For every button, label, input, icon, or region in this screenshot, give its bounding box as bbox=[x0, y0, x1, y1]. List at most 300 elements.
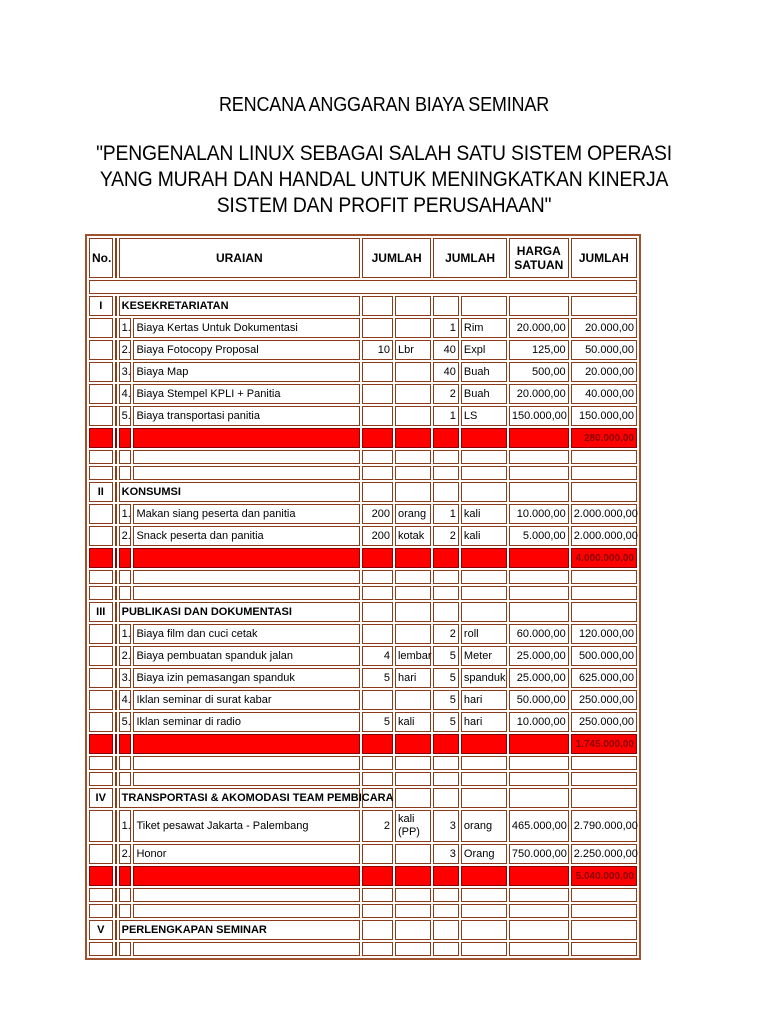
item-number: 1. bbox=[119, 318, 132, 338]
table-row bbox=[89, 668, 637, 688]
empty-cell bbox=[89, 888, 113, 902]
empty-cell bbox=[89, 844, 113, 864]
empty-cell bbox=[89, 734, 113, 754]
unit-2: hari bbox=[461, 712, 507, 732]
quantity-1 bbox=[362, 384, 393, 404]
header-jumlah-2: JUMLAH bbox=[433, 238, 507, 278]
document-subtitle bbox=[38, 140, 729, 218]
quantity-2: 2 bbox=[433, 624, 459, 644]
empty-cell bbox=[509, 296, 569, 316]
empty-cell bbox=[362, 466, 393, 480]
unit-1: lembar bbox=[395, 646, 431, 666]
table-row bbox=[89, 406, 637, 426]
empty-cell bbox=[115, 406, 117, 426]
empty-cell bbox=[133, 450, 360, 464]
empty-cell bbox=[433, 788, 459, 808]
quantity-1 bbox=[362, 690, 393, 710]
empty-cell bbox=[115, 772, 117, 786]
empty-cell bbox=[119, 586, 132, 600]
empty-cell bbox=[115, 586, 117, 600]
table-row bbox=[89, 712, 637, 732]
empty-cell bbox=[433, 888, 459, 902]
empty-cell bbox=[115, 570, 117, 584]
unit-price: 10.000,00 bbox=[509, 712, 569, 732]
empty-cell bbox=[571, 482, 637, 502]
empty-cell bbox=[571, 450, 637, 464]
item-description: Iklan seminar di radio bbox=[133, 712, 360, 732]
empty-cell bbox=[461, 756, 507, 770]
empty-cell bbox=[89, 866, 113, 886]
header-harga-satuan: HARGA SATUAN bbox=[509, 238, 569, 278]
empty-cell bbox=[509, 788, 569, 808]
empty-cell bbox=[433, 756, 459, 770]
line-total: 2.790.000,00 bbox=[571, 810, 637, 842]
quantity-2: 1 bbox=[433, 504, 459, 524]
empty-cell bbox=[133, 428, 360, 448]
quantity-1: 4 bbox=[362, 646, 393, 666]
item-number: 5. bbox=[119, 712, 132, 732]
quantity-2: 2 bbox=[433, 384, 459, 404]
empty-cell bbox=[89, 384, 113, 404]
item-description: Biaya Stempel KPLI + Panitia bbox=[133, 384, 360, 404]
empty-cell bbox=[395, 466, 431, 480]
table-row bbox=[89, 362, 637, 382]
empty-cell bbox=[133, 586, 360, 600]
empty-cell bbox=[509, 570, 569, 584]
item-number: 1. bbox=[119, 810, 132, 842]
section-row bbox=[89, 602, 637, 622]
header-jumlah-3: JUMLAH bbox=[571, 238, 637, 278]
empty-cell bbox=[571, 920, 637, 940]
empty-cell bbox=[115, 428, 117, 448]
quantity-1 bbox=[362, 844, 393, 864]
item-number: 4. bbox=[119, 690, 132, 710]
table-row bbox=[89, 690, 637, 710]
spacer-row bbox=[89, 904, 637, 918]
spacer-row bbox=[89, 450, 637, 464]
empty-cell bbox=[119, 734, 132, 754]
empty-cell bbox=[395, 428, 431, 448]
empty-cell bbox=[362, 548, 393, 568]
item-description: Biaya film dan cuci cetak bbox=[133, 624, 360, 644]
line-total: 20.000,00 bbox=[571, 362, 637, 382]
empty-cell bbox=[133, 904, 360, 918]
header-cell bbox=[115, 238, 117, 278]
empty-cell bbox=[433, 570, 459, 584]
line-total: 120.000,00 bbox=[571, 624, 637, 644]
empty-cell bbox=[395, 772, 431, 786]
quantity-1: 200 bbox=[362, 526, 393, 546]
subtotal-row bbox=[89, 734, 637, 754]
section-number: III bbox=[89, 602, 113, 622]
empty-cell bbox=[89, 428, 113, 448]
empty-cell bbox=[461, 772, 507, 786]
empty-cell bbox=[115, 548, 117, 568]
empty-cell bbox=[362, 296, 393, 316]
item-number: 1. bbox=[119, 624, 132, 644]
empty-cell bbox=[115, 788, 117, 808]
empty-cell bbox=[362, 428, 393, 448]
document-title: RENCANA ANGGARAN BIAYA SEMINAR bbox=[218, 94, 550, 116]
empty-cell bbox=[115, 734, 117, 754]
unit-2: LS bbox=[461, 406, 507, 426]
empty-cell bbox=[461, 296, 507, 316]
table-row bbox=[89, 646, 637, 666]
empty-cell bbox=[115, 602, 117, 622]
empty-cell bbox=[461, 942, 507, 956]
empty-cell bbox=[89, 406, 113, 426]
header-jumlah-1: JUMLAH bbox=[362, 238, 431, 278]
empty-cell bbox=[133, 466, 360, 480]
quantity-1: 200 bbox=[362, 504, 393, 524]
empty-cell bbox=[115, 668, 117, 688]
subtitle-line: SISTEM DAN PROFIT PERUSAHAAN" bbox=[216, 193, 552, 217]
empty-cell bbox=[509, 772, 569, 786]
empty-cell bbox=[115, 810, 117, 842]
empty-cell bbox=[433, 866, 459, 886]
empty-cell bbox=[89, 504, 113, 524]
table-row bbox=[89, 810, 637, 842]
empty-cell bbox=[89, 712, 113, 732]
empty-cell bbox=[115, 450, 117, 464]
quantity-1: 5 bbox=[362, 712, 393, 732]
empty-cell bbox=[433, 942, 459, 956]
unit-price: 465.000,00 bbox=[509, 810, 569, 842]
empty-cell bbox=[395, 888, 431, 902]
empty-cell bbox=[461, 450, 507, 464]
empty-cell bbox=[571, 788, 637, 808]
empty-cell bbox=[395, 602, 431, 622]
empty-cell bbox=[433, 450, 459, 464]
empty-cell bbox=[509, 450, 569, 464]
item-description: Biaya Kertas Untuk Dokumentasi bbox=[133, 318, 360, 338]
unit-2: Buah bbox=[461, 362, 507, 382]
unit-1 bbox=[395, 844, 431, 864]
quantity-2: 5 bbox=[433, 712, 459, 732]
unit-1 bbox=[395, 318, 431, 338]
table-body bbox=[89, 280, 637, 956]
empty-cell bbox=[509, 586, 569, 600]
unit-2: roll bbox=[461, 624, 507, 644]
empty-cell bbox=[89, 280, 637, 294]
line-total: 625.000,00 bbox=[571, 668, 637, 688]
empty-cell bbox=[119, 428, 132, 448]
section-row bbox=[89, 482, 637, 502]
unit-1: kali bbox=[395, 712, 431, 732]
header-row bbox=[89, 238, 637, 278]
section-subtotal: 4.000.000,00 bbox=[571, 548, 637, 568]
table-row bbox=[89, 384, 637, 404]
empty-cell bbox=[89, 586, 113, 600]
empty-cell bbox=[461, 586, 507, 600]
empty-cell bbox=[115, 362, 117, 382]
unit-2: Rim bbox=[461, 318, 507, 338]
unit-price: 50.000,00 bbox=[509, 690, 569, 710]
line-total: 250.000,00 bbox=[571, 690, 637, 710]
table-row bbox=[89, 318, 637, 338]
unit-price: 60.000,00 bbox=[509, 624, 569, 644]
unit-price: 5.000,00 bbox=[509, 526, 569, 546]
empty-cell bbox=[119, 548, 132, 568]
empty-cell bbox=[133, 772, 360, 786]
empty-cell bbox=[433, 772, 459, 786]
section-row bbox=[89, 296, 637, 316]
empty-cell bbox=[89, 668, 113, 688]
empty-cell bbox=[115, 482, 117, 502]
quantity-2: 3 bbox=[433, 810, 459, 842]
empty-cell bbox=[509, 920, 569, 940]
item-description: Makan siang peserta dan panitia bbox=[133, 504, 360, 524]
line-total: 50.000,00 bbox=[571, 340, 637, 360]
unit-price: 25.000,00 bbox=[509, 668, 569, 688]
unit-price: 20.000,00 bbox=[509, 384, 569, 404]
empty-cell bbox=[362, 570, 393, 584]
unit-1 bbox=[395, 624, 431, 644]
spacer-row bbox=[89, 756, 637, 770]
item-number: 2. bbox=[119, 526, 132, 546]
empty-cell bbox=[395, 548, 431, 568]
empty-cell bbox=[395, 296, 431, 316]
section-number: IV bbox=[89, 788, 113, 808]
quantity-2: 5 bbox=[433, 646, 459, 666]
empty-cell bbox=[119, 756, 132, 770]
unit-1: kotak bbox=[395, 526, 431, 546]
empty-cell bbox=[362, 888, 393, 902]
section-name: KONSUMSI bbox=[119, 482, 360, 502]
line-total: 40.000,00 bbox=[571, 384, 637, 404]
empty-cell bbox=[119, 904, 132, 918]
empty-cell bbox=[571, 888, 637, 902]
empty-cell bbox=[133, 942, 360, 956]
empty-cell bbox=[395, 450, 431, 464]
empty-cell bbox=[509, 482, 569, 502]
header-uraian: URAIAN bbox=[119, 238, 360, 278]
subtotal-row bbox=[89, 548, 637, 568]
empty-cell bbox=[89, 318, 113, 338]
empty-cell bbox=[509, 904, 569, 918]
empty-cell bbox=[509, 866, 569, 886]
empty-cell bbox=[115, 712, 117, 732]
empty-cell bbox=[119, 942, 132, 956]
empty-cell bbox=[115, 340, 117, 360]
empty-cell bbox=[433, 734, 459, 754]
empty-cell bbox=[133, 548, 360, 568]
unit-1: hari bbox=[395, 668, 431, 688]
empty-cell bbox=[461, 734, 507, 754]
item-number: 2. bbox=[119, 340, 132, 360]
header-no: No. bbox=[89, 238, 113, 278]
unit-1 bbox=[395, 406, 431, 426]
quantity-2: 1 bbox=[433, 406, 459, 426]
unit-2: Meter bbox=[461, 646, 507, 666]
quantity-1 bbox=[362, 318, 393, 338]
spacer-row bbox=[89, 586, 637, 600]
unit-price: 20.000,00 bbox=[509, 318, 569, 338]
empty-cell bbox=[362, 866, 393, 886]
empty-cell bbox=[461, 788, 507, 808]
empty-cell bbox=[461, 482, 507, 502]
empty-cell bbox=[461, 920, 507, 940]
empty-cell bbox=[133, 888, 360, 902]
empty-cell bbox=[461, 888, 507, 902]
item-number: 2. bbox=[119, 646, 132, 666]
empty-cell bbox=[433, 904, 459, 918]
empty-cell bbox=[571, 570, 637, 584]
empty-cell bbox=[115, 844, 117, 864]
empty-cell bbox=[115, 756, 117, 770]
section-subtotal: 280.000,00 bbox=[571, 428, 637, 448]
empty-cell bbox=[571, 942, 637, 956]
empty-cell bbox=[433, 602, 459, 622]
empty-cell bbox=[115, 526, 117, 546]
line-total: 2.250.000,00 bbox=[571, 844, 637, 864]
quantity-1: 2 bbox=[362, 810, 393, 842]
spacer-row bbox=[89, 280, 637, 294]
empty-cell bbox=[395, 482, 431, 502]
unit-1 bbox=[395, 690, 431, 710]
spacer-row bbox=[89, 772, 637, 786]
empty-cell bbox=[461, 602, 507, 622]
empty-cell bbox=[571, 772, 637, 786]
empty-cell bbox=[433, 296, 459, 316]
line-total: 2.000.000,00 bbox=[571, 526, 637, 546]
unit-1: Lbr bbox=[395, 340, 431, 360]
table-row bbox=[89, 624, 637, 644]
empty-cell bbox=[115, 888, 117, 902]
empty-cell bbox=[115, 296, 117, 316]
table-row bbox=[89, 504, 637, 524]
empty-cell bbox=[395, 788, 431, 808]
subtitle-line: YANG MURAH DAN HANDAL UNTUK MENINGKATKAN KINERJA bbox=[99, 167, 669, 191]
item-description: Biaya pembuatan spanduk jalan bbox=[133, 646, 360, 666]
empty-cell bbox=[509, 466, 569, 480]
section-row bbox=[89, 920, 637, 940]
empty-cell bbox=[89, 362, 113, 382]
table-row bbox=[89, 942, 637, 956]
unit-2: Buah bbox=[461, 384, 507, 404]
empty-cell bbox=[433, 466, 459, 480]
empty-cell bbox=[395, 586, 431, 600]
table-row bbox=[89, 526, 637, 546]
empty-cell bbox=[89, 772, 113, 786]
empty-cell bbox=[115, 904, 117, 918]
section-row bbox=[89, 788, 637, 808]
quantity-2: 2 bbox=[433, 526, 459, 546]
item-number: 3. bbox=[119, 668, 132, 688]
quantity-2: 5 bbox=[433, 668, 459, 688]
line-total: 20.000,00 bbox=[571, 318, 637, 338]
item-description: Biaya transportasi panitia bbox=[133, 406, 360, 426]
empty-cell bbox=[395, 904, 431, 918]
unit-1: kali (PP) bbox=[395, 810, 431, 842]
empty-cell bbox=[89, 548, 113, 568]
unit-1 bbox=[395, 384, 431, 404]
unit-price: 750.000,00 bbox=[509, 844, 569, 864]
empty-cell bbox=[461, 548, 507, 568]
subtotal-row bbox=[89, 866, 637, 886]
empty-cell bbox=[509, 942, 569, 956]
empty-cell bbox=[119, 888, 132, 902]
empty-cell bbox=[89, 624, 113, 644]
quantity-1 bbox=[362, 362, 393, 382]
empty-cell bbox=[119, 772, 132, 786]
empty-cell bbox=[362, 904, 393, 918]
quantity-2: 1 bbox=[433, 318, 459, 338]
unit-price: 500,00 bbox=[509, 362, 569, 382]
empty-cell bbox=[433, 428, 459, 448]
empty-cell bbox=[509, 428, 569, 448]
quantity-2: 5 bbox=[433, 690, 459, 710]
empty-cell bbox=[115, 624, 117, 644]
quantity-1: 10 bbox=[362, 340, 393, 360]
empty-cell bbox=[115, 866, 117, 886]
item-description: Tiket pesawat Jakarta - Palembang bbox=[133, 810, 360, 842]
empty-cell bbox=[115, 504, 117, 524]
item-number: 2. bbox=[119, 844, 132, 864]
empty-cell bbox=[133, 756, 360, 770]
unit-2: orang bbox=[461, 810, 507, 842]
empty-cell bbox=[119, 866, 132, 886]
empty-cell bbox=[362, 586, 393, 600]
empty-cell bbox=[115, 920, 117, 940]
empty-cell bbox=[133, 866, 360, 886]
empty-cell bbox=[509, 548, 569, 568]
spacer-row bbox=[89, 570, 637, 584]
quantity-1 bbox=[362, 406, 393, 426]
item-number: 1. bbox=[119, 504, 132, 524]
empty-cell bbox=[433, 482, 459, 502]
empty-cell bbox=[395, 570, 431, 584]
section-subtotal: 1.745.000,00 bbox=[571, 734, 637, 754]
unit-2: kali bbox=[461, 526, 507, 546]
empty-cell bbox=[395, 920, 431, 940]
quantity-1 bbox=[362, 624, 393, 644]
empty-cell bbox=[115, 646, 117, 666]
empty-cell bbox=[119, 466, 132, 480]
spacer-row bbox=[89, 888, 637, 902]
spacer-row bbox=[89, 466, 637, 480]
empty-cell bbox=[509, 602, 569, 622]
empty-cell bbox=[89, 570, 113, 584]
section-number: II bbox=[89, 482, 113, 502]
item-description: Biaya Fotocopy Proposal bbox=[133, 340, 360, 360]
section-name: KESEKRETARIATAN bbox=[119, 296, 360, 316]
item-description: Honor bbox=[133, 844, 360, 864]
section-number: I bbox=[89, 296, 113, 316]
item-description: Snack peserta dan panitia bbox=[133, 526, 360, 546]
empty-cell bbox=[461, 428, 507, 448]
empty-cell bbox=[395, 866, 431, 886]
item-number: 3. bbox=[119, 362, 132, 382]
empty-cell bbox=[89, 340, 113, 360]
empty-cell bbox=[362, 482, 393, 502]
empty-cell bbox=[571, 756, 637, 770]
empty-cell bbox=[433, 920, 459, 940]
quantity-2: 3 bbox=[433, 844, 459, 864]
empty-cell bbox=[395, 756, 431, 770]
empty-cell bbox=[115, 942, 117, 956]
line-total: 250.000,00 bbox=[571, 712, 637, 732]
empty-cell bbox=[89, 690, 113, 710]
subtitle-line: "PENGENALAN LINUX SEBAGAI SALAH SATU SISTEM OPERASI bbox=[96, 141, 672, 165]
empty-cell bbox=[89, 466, 113, 480]
empty-cell bbox=[115, 384, 117, 404]
item-description: Biaya Map bbox=[133, 362, 360, 382]
budget-table bbox=[85, 234, 641, 960]
empty-cell bbox=[362, 942, 393, 956]
section-name: PUBLIKASI DAN DOKUMENTASI bbox=[119, 602, 360, 622]
table-row bbox=[89, 340, 637, 360]
